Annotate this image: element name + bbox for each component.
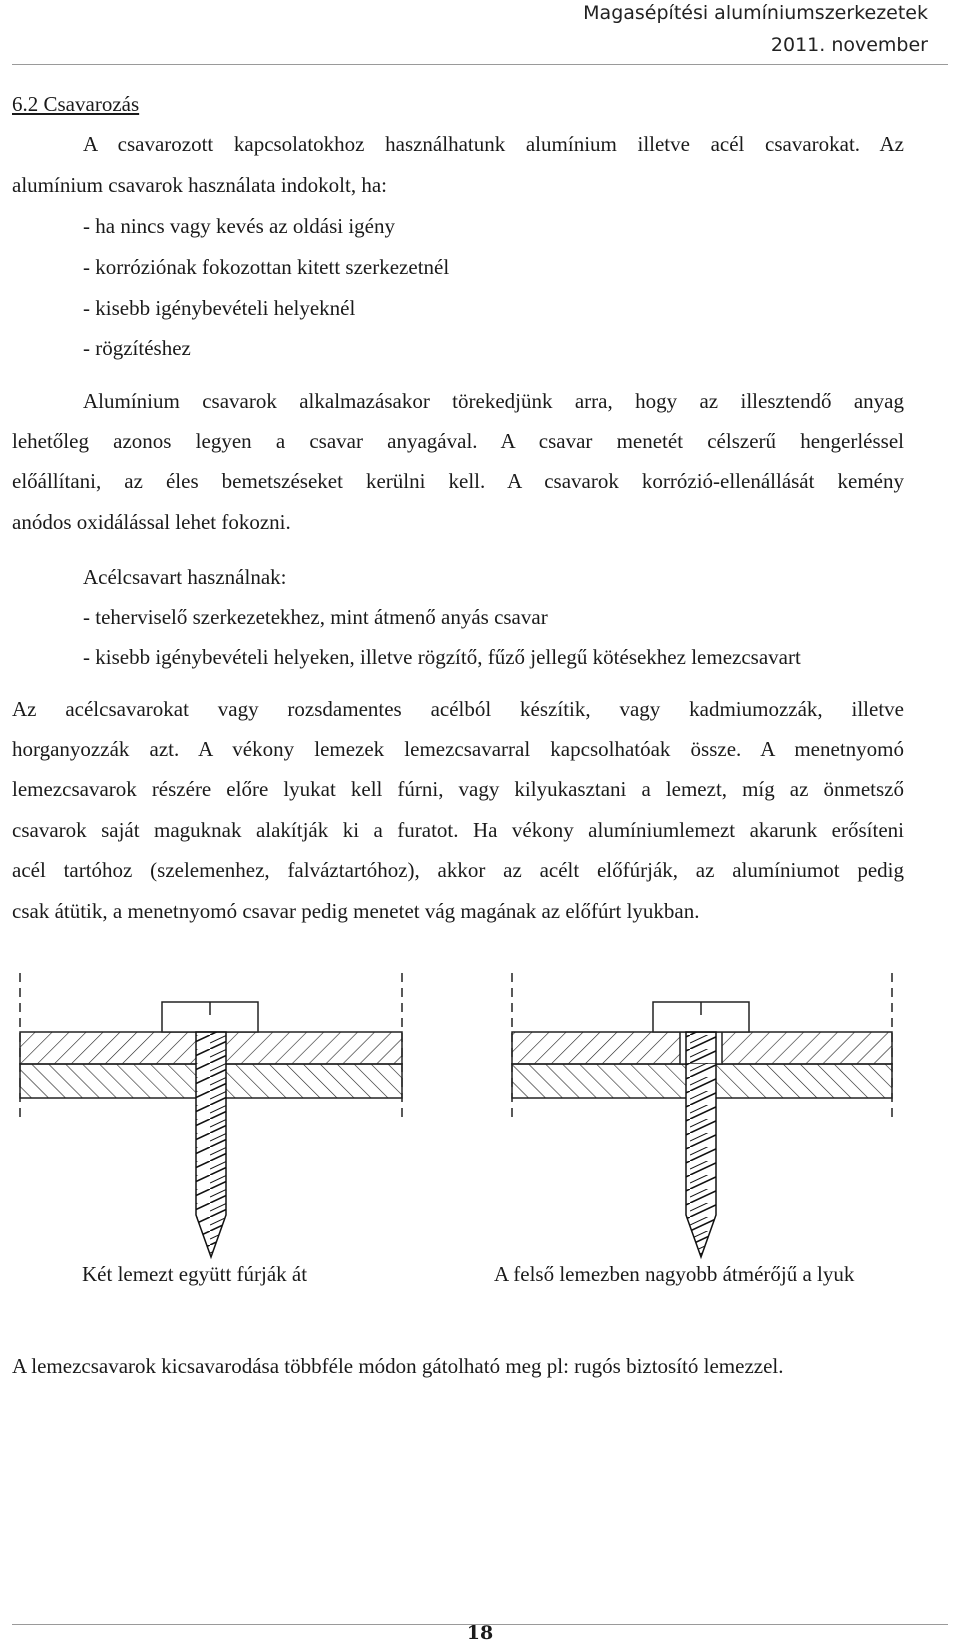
- steel-paragraph-line: acél tartóhoz (szelemenhez, falváztartóhoz), akkor az acélt előfúrják, az alumíniumot pedig: [12, 858, 904, 882]
- alu-paragraph-line: lehetőleg azonos legyen a csavar anyagával. A csavar menetét célszerű hengerléssel: [12, 429, 904, 453]
- screw-shank: [686, 1032, 716, 1257]
- section-title: 6.2 Csavarozás: [12, 92, 140, 116]
- header-title: Magasépítési alumíniumszerkezetek: [583, 2, 928, 24]
- steel-intro: Acélcsavart használnak:: [83, 565, 287, 589]
- steel-use-item: - kisebb igénybevételi helyeken, illetve rögzítő, fűző jellegű kötésekhez lemezcsavart: [83, 645, 801, 669]
- alu-paragraph-line: előállítani, az éles bemetszéseket kerülni kell. A csavarok korrózió-ellenállását kemény: [12, 469, 904, 493]
- intro-line-2: alumínium csavarok használata indokolt, ha:: [12, 173, 387, 197]
- alu-paragraph-line: Alumínium csavarok alkalmazásakor törekedjünk arra, hogy az illesztendő anyag: [83, 389, 904, 413]
- screw-shank: [196, 1032, 226, 1257]
- header-date: 2011. november: [770, 34, 928, 56]
- steel-paragraph-line: csavarok saját maguknak alakítják ki a furatot. Ha vékony alumíniumlemezt akarunk erősíteni: [12, 818, 904, 842]
- closing-sentence: A lemezcsavarok kicsavarodása többféle módon gátolható meg pl: rugós biztosító lemezzel.: [12, 1354, 784, 1378]
- steel-paragraph-line: lemezcsavarok részére előre lyukat kell fúrni, vagy kilyukasztani a lemezt, míg az önmetsző: [12, 777, 904, 801]
- alu-condition-item: - ha nincs vagy kevés az oldási igény: [83, 214, 395, 238]
- steel-paragraph-line: horganyozzák azt. A vékony lemezek lemezcsavarral kapcsolhatóak össze. A menetnyomó: [12, 737, 904, 761]
- alu-condition-item: - rögzítéshez: [83, 336, 191, 360]
- figure-caption-1: Két lemezt együtt fúrják át: [82, 1262, 308, 1286]
- screw-diagram-drilled-together: [0, 965, 460, 1265]
- alu-condition-item: - korróziónak fokozottan kitett szerkezetnél: [83, 255, 450, 279]
- steel-use-item: - teherviselő szerkezetekhez, mint átmenő anyás csavar: [83, 605, 548, 629]
- header-rule: [12, 64, 948, 65]
- alu-condition-item: - kisebb igénybevételi helyeknél: [83, 296, 356, 320]
- screw-diagram-larger-hole: [480, 965, 940, 1265]
- alu-paragraph-line: anódos oxidálással lehet fokozni.: [12, 510, 291, 534]
- steel-paragraph-line: csak átütik, a menetnyomó csavar pedig menetet vág magának az előfúrt lyukban.: [12, 899, 700, 923]
- figure-caption-2: A felső lemezben nagyobb átmérőjű a lyuk: [494, 1262, 855, 1286]
- intro-line-1: A csavarozott kapcsolatokhoz használhatunk alumínium illetve acél csavarokat. Az: [83, 132, 904, 156]
- page-number: 18: [466, 1622, 494, 1644]
- steel-paragraph-line: Az acélcsavarokat vagy rozsdamentes acélból készítik, vagy kadmiumozzák, illetve: [12, 697, 904, 721]
